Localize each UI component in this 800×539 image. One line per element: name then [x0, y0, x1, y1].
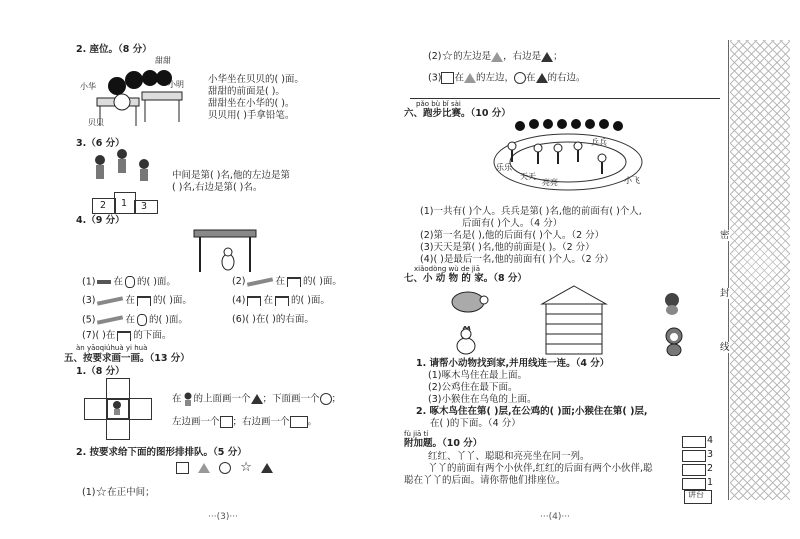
seat-number-3: 3: [707, 449, 714, 460]
extra-pinyin: fù jiā tí: [404, 430, 429, 438]
grid-cell-bottom: [106, 418, 130, 440]
q5-1-l1-b: 的上面画一个: [193, 393, 251, 405]
q4-title: 4.（9 分）: [76, 215, 125, 226]
podium-label: 讲台: [688, 490, 704, 499]
q4-r1-zai: 在: [113, 276, 123, 288]
q4-r1b-num: (2): [232, 276, 246, 287]
grid-cell-left: [84, 398, 108, 420]
classroom-seats-image: [92, 56, 187, 130]
table-rabbit-image: [192, 228, 262, 274]
name-label-tiantian: 甜甜: [155, 56, 171, 65]
star-shape-icon: ☆: [95, 485, 108, 500]
seal-margin-strip: [730, 40, 790, 500]
runner-label-liangliang: 亮亮: [542, 178, 558, 187]
q4-r1b-rest: 的( )面。: [302, 276, 342, 287]
tower-house-image: [540, 284, 608, 356]
r-l1-a: 的左边是: [453, 51, 492, 62]
q4-r3-rest: 的( )面。: [148, 314, 188, 326]
extra-line-2: 丫丫的前面有两个小伙伴,红红的后面有两个小伙伴,聪: [428, 463, 653, 474]
triangle-shape-icon: [491, 52, 503, 62]
r-line-1: [428, 50, 563, 63]
boy-icon: [182, 392, 194, 406]
q5-2-sub1: [82, 486, 155, 499]
seat-number-1: 1: [707, 477, 714, 488]
q5-2-title: 2. 按要求给下面的图形排排队。（5 分）: [76, 447, 247, 458]
r-l2-d: 的右边。: [547, 72, 586, 84]
table-icon: [137, 296, 151, 306]
q4-row2-item1: [82, 295, 192, 306]
q4-r2b-zai: 在: [263, 295, 273, 306]
q2-line-1: 小华坐在贝贝的( )面。: [208, 74, 304, 85]
triangle-outline-icon: [261, 463, 273, 473]
seal-line: [728, 40, 729, 500]
name-label-xiaohua: 小华: [80, 82, 96, 91]
q2-line-3: 甜甜坐在小华的( )。: [208, 98, 295, 109]
circle-shape-icon: [320, 393, 332, 405]
sec7-line-4: (3)小猴住在乌龟的上面。: [428, 394, 537, 405]
sec5-pinyin: àn yāoqiúhuà yi huà: [76, 344, 148, 352]
q4-r2b-num: (4): [232, 295, 246, 306]
podium-label-1: 1: [121, 198, 128, 209]
q5-1-title: 1.（8 分）: [76, 366, 125, 377]
sec7-line-5: 2. 啄木鸟住在第( )层,在公鸡的( )面;小猴住在第( )层,: [416, 406, 648, 417]
page-number-left: ···(3)···: [208, 512, 238, 522]
page-number-3: 3: [220, 512, 226, 522]
seat-box-3[interactable]: [682, 450, 706, 462]
runner-label-lele: 乐乐: [496, 163, 512, 172]
q4-r1b-zai: 在: [275, 276, 285, 287]
sec6-line-1: (1)一共有( )个人。兵兵是第( )名,他的前面有( )个人,: [420, 206, 642, 217]
section-divider: [410, 98, 720, 99]
seal-char-xian: 线: [720, 342, 730, 353]
r-l2-a: 在: [454, 72, 464, 84]
q4-r1-rest: 的( )面。: [136, 276, 176, 288]
q4-r3-zai: 在: [125, 314, 135, 326]
sec7-pinyin: xiǎodòng wù de jiā: [414, 265, 481, 273]
triangle-shape-icon: [251, 394, 263, 404]
turtle-image: [448, 288, 490, 314]
q2-title: 2. 座位。（8 分）: [76, 44, 152, 55]
name-label-beibei: 贝贝: [88, 118, 104, 127]
q4-r4-a: (7)( )在: [82, 330, 116, 341]
q5-1-l1-c: ；下面画一个: [262, 393, 320, 405]
q5-1-l2-b: ；右边画一个: [232, 416, 290, 428]
sec7-line-3: (2)公鸡住在最下面。: [428, 382, 518, 393]
q4-r2-zai: 在: [125, 295, 135, 306]
page-number-right: ···(4)···: [540, 512, 570, 522]
grid-cell-top: [106, 378, 130, 400]
r-l1-b: ，右边是: [503, 51, 542, 62]
q4-row2-item2: [232, 295, 330, 306]
q2-line-4: 贝贝用( )手拿铅笔。: [208, 110, 295, 121]
q5-2-sub-text: 在正中间；: [107, 487, 155, 498]
seal-char-mi: 密: [720, 230, 730, 241]
q4-row1-item2: [232, 276, 342, 287]
ruler-icon: [97, 296, 123, 305]
table-icon: [287, 277, 301, 287]
q5-1-l2-a: 左边画一个: [172, 416, 220, 428]
q3-line-2: ( )名,右边是第( )名。: [172, 182, 263, 193]
sec6-line-3: (2)第一名是( ),他的后面有( )个人。（2 分）: [420, 230, 605, 241]
name-label-xiaoming: 小明: [168, 80, 184, 89]
triangle-shape-icon: [464, 73, 476, 83]
table-icon: [247, 296, 261, 306]
sec6-pinyin: pǎo bù bǐ sài: [416, 100, 461, 108]
seal-char-feng: 封: [720, 288, 730, 299]
square-shape-icon: [176, 462, 189, 474]
monkey-image: [660, 326, 688, 356]
triangle-outline-icon: [541, 52, 553, 62]
seat-box-2[interactable]: [682, 464, 706, 476]
q5-1-l1-a: 在: [172, 393, 182, 405]
table-icon: [275, 296, 289, 306]
star-shape-icon: ☆: [240, 460, 252, 475]
r-line-2: [428, 72, 586, 84]
circle-shape-icon: [219, 462, 231, 474]
grid-cell-right: [128, 398, 152, 420]
q5-1-line2: [172, 416, 317, 428]
q4-r2-num: (3): [82, 295, 96, 306]
q4-row3-item1: [82, 314, 188, 326]
q3-title: 3.（6 分）: [76, 138, 125, 149]
podium-label-3: 3: [141, 201, 148, 212]
q2-line-2: 甜甜的前面是( )。: [208, 86, 285, 97]
r-l1-c: ；: [553, 51, 563, 62]
runner-label-bingbing: 兵兵: [591, 138, 607, 147]
rabbit-icon: [137, 314, 147, 326]
r-l2-c: 在: [526, 72, 536, 84]
sec6-line-5: (4)( )是最后一名,他的前面有( )个人。（2 分）: [420, 254, 614, 265]
q4-row1-item1: [82, 276, 176, 288]
runner-label-tiantian: 天天: [520, 172, 536, 181]
q5-2-sub-num: (1): [82, 487, 96, 498]
rectangle-shape-icon: [290, 416, 308, 428]
sec7-line-1: 1. 请帮小动物找到家,并用线连一连。（4 分）: [416, 358, 610, 369]
square-shape-icon: [441, 72, 454, 84]
woodpecker-image: [660, 290, 686, 316]
seat-number-2: 2: [707, 463, 714, 474]
q5-1-l2-c: 。: [307, 416, 318, 428]
table-icon: [117, 331, 131, 341]
running-race-image: [490, 118, 645, 194]
star-shape-icon: ☆: [441, 49, 454, 64]
pencil-icon: [97, 280, 111, 284]
rooster-image: [452, 326, 480, 356]
square-shape-icon: [220, 416, 233, 428]
q5-1-l1-d: ；: [331, 393, 342, 405]
sec6-line-4: (3)天天是第( )名,他的前面是( )。（2 分）: [420, 242, 595, 253]
triangle-shape-icon: [198, 463, 210, 473]
ruler-icon: [97, 315, 123, 324]
r-l2-num: (3): [428, 72, 442, 84]
rabbit-icon: [125, 276, 135, 288]
runner-label-xiaofei: 小飞: [624, 176, 640, 185]
q4-r2-rest: 的( )面。: [152, 295, 192, 306]
seat-box-1[interactable]: [682, 478, 706, 490]
podium-label-2: 2: [100, 200, 107, 211]
sec6-line-2: 后面有( )个人。（4 分）: [462, 218, 563, 229]
seat-number-4: 4: [707, 435, 714, 446]
sec7-line-2: (1)啄木鸟住在最上面。: [428, 370, 527, 381]
circle-shape-icon: [514, 72, 526, 84]
q4-r4-b: 的下面。: [133, 330, 172, 341]
r-l1-num: (2): [428, 51, 442, 62]
ruler-icon: [247, 277, 273, 286]
seat-box-4[interactable]: [682, 436, 706, 448]
q4-r2b-rest: 的( )面。: [290, 295, 330, 306]
sec7-line-6: 在( )的下面。（4 分）: [430, 418, 521, 429]
shape-row: [176, 461, 273, 474]
triangle-outline-icon: [536, 73, 548, 83]
extra-title: 附加题。（10 分）: [404, 438, 483, 449]
sec5-title: 五、按要求画一画。（13 分）: [64, 353, 190, 364]
q5-1-line1: [172, 392, 341, 406]
q4-row4: [82, 330, 171, 341]
sec6-title: 六、跑步比赛。（10 分）: [404, 108, 511, 119]
extra-line-1: 红红、丫丫、聪聪和亮亮坐在同一列。: [428, 451, 590, 462]
q4-r3-num: (5): [82, 314, 96, 326]
boy-icon: [110, 400, 124, 416]
r-l2-b: 的左边，: [475, 72, 514, 84]
q3-line-1: 中间是第( )名,他的左边是第: [172, 170, 290, 181]
q4-row3-item2: (6)( )在( )的右面。: [232, 314, 314, 325]
extra-line-3: 聪在丫丫的后面。请你帮他们排座位。: [404, 475, 566, 486]
q4-r1-num: (1): [82, 276, 96, 288]
sec7-title: 七、小 动 物 的 家。（8 分）: [404, 273, 527, 284]
page-number-4: 4: [552, 512, 558, 522]
